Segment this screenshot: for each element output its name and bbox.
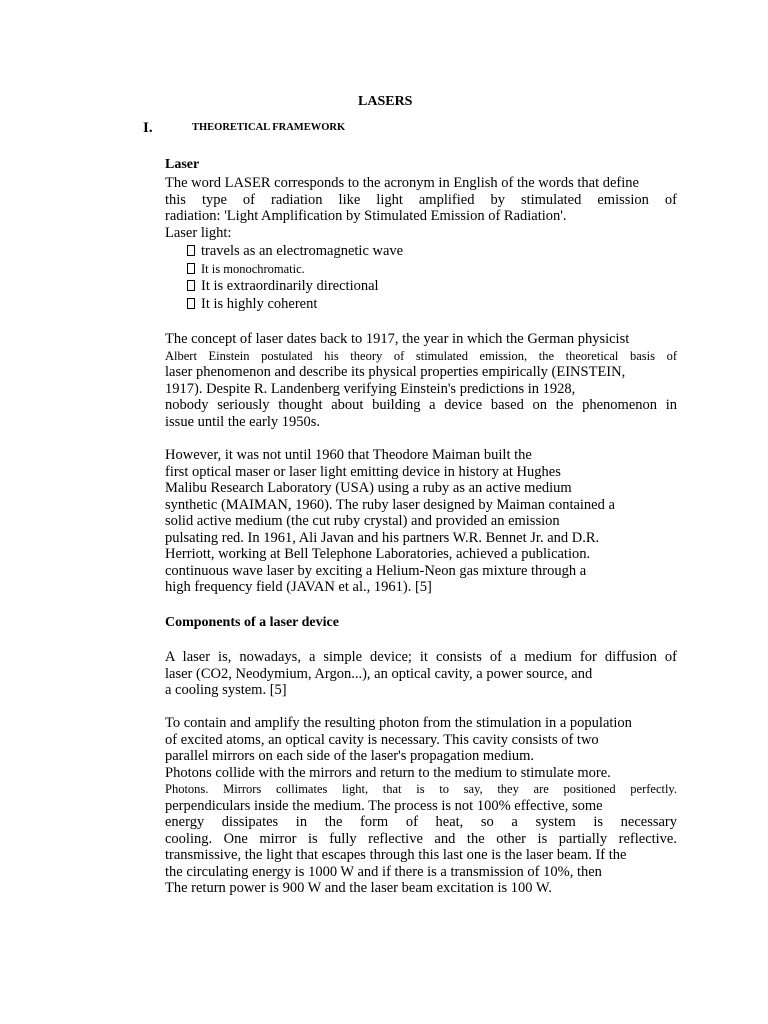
bullet-item [187,243,403,261]
intro-line: this type of radiation like light amplified by stimulated emission of [165,191,677,208]
checkbox-icon [187,280,195,291]
components-heading: Components of a laser device [165,615,339,630]
paragraph-line: Herriott, working at Bell Telephone Laboratories, achieved a publication. [165,546,591,562]
bullet-item [187,296,403,314]
bullet-item [187,261,403,279]
paragraph-line: pulsating red. In 1961, Ali Javan and his partners W.R. Bennet Jr. and D.R. [165,529,600,546]
intro-line: radiation: 'Light Amplification by Stimulated Emission of Radiation'. [165,208,567,224]
history-paragraph-1 [165,331,677,430]
paragraph-line: Photons. Mirrors collimates light, that is to say, they are positioned perfectly. [165,782,677,796]
paragraph-line: Albert Einstein postulated his theory of stimulated emission, the theoretical basis of [165,348,677,363]
intro-line: The word LASER corresponds to the acronym in English of the words that define [165,175,639,191]
bullet-text: travels as an electromagnetic wave [201,243,404,259]
checkbox-icon [187,245,195,256]
paragraph-line: laser phenomenon and describe its physical properties empirically (EINSTEIN, [165,364,626,380]
paragraph-line: the circulating energy is 1000 W and if there is a transmission of 10%, then [165,863,602,880]
paragraph-line: The concept of laser dates back to 1917, the year in which the German physicist [165,331,630,347]
paragraph-line: However, it was not until 1960 that Theodore Maiman built the [165,447,532,463]
paragraph-line: energy dissipates in the form of heat, so a system is necessary [165,814,677,830]
bullet-text: It is extraordinarily directional [201,278,379,294]
intro-line: Laser light: [165,224,232,241]
paragraph-line: Malibu Research Laboratory (USA) using a ruby as an active medium [165,480,572,496]
paragraph-line: issue until the early 1950s. [165,413,321,430]
paragraph-line: continuous wave laser by exciting a Helium-Neon gas mixture through a [165,562,587,579]
paragraph-line: To contain and amplify the resulting photon from the stimulation in a population [165,715,632,731]
bullet-item [187,278,403,296]
paragraph-line: of excited atoms, an optical cavity is necessary. This cavity consists of two [165,731,599,748]
paragraph-line: synthetic (MAIMAN, 1960). The ruby laser designed by Maiman contained a [165,496,615,513]
paragraph-line: high frequency field (JAVAN et al., 1961). [5] [165,579,432,595]
document-title: LASERS [358,94,413,109]
paragraph-line: solid active medium (the cut ruby crystal) and provided an emission [165,513,560,529]
paragraph-line: first optical maser or laser light emitting device in history at Hughes [165,463,561,480]
paragraph-line: a cooling system. [5] [165,682,287,698]
laser-heading: Laser [165,157,200,172]
paragraph-line: parallel mirrors on each side of the laser's propagation medium. [165,748,535,764]
intro-paragraph [165,175,677,241]
paragraph-line: transmissive, the light that escapes through this last one is the laser beam. If the [165,847,627,863]
paragraph-line: laser (CO2, Neodymium, Argon...), an optical cavity, a power source, and [165,665,593,682]
section-title: THEORETICAL FRAMEWORK [192,122,346,133]
bullet-list [187,243,403,313]
section-number: I. [143,120,153,136]
paragraph-line: A laser is, nowadays, a simple device; it consists of a medium for diffusion of [165,649,677,665]
paragraph-line: The return power is 900 W and the laser beam excitation is 100 W. [165,880,552,896]
paragraph-line: cooling. One mirror is fully reflective and the other is partially reflective. [165,830,677,847]
components-paragraph-2 [165,715,677,897]
paragraph-line: 1917). Despite R. Landenberg verifying Einstein's predictions in 1928, [165,380,576,397]
paragraph-line: nobody seriously thought about building a device based on the phenomenon in [165,397,677,413]
paragraph-line: Photons collide with the mirrors and return to the medium to stimulate more. [165,764,611,781]
bullet-text: It is highly coherent [201,295,318,312]
bullet-text: It is monochromatic. [201,261,305,276]
checkbox-icon [187,263,195,274]
components-paragraph-1 [165,649,677,699]
history-paragraph-2 [165,447,677,596]
paragraph-line: perpendiculars inside the medium. The process is not 100% effective, some [165,797,603,814]
checkbox-icon [187,298,195,309]
